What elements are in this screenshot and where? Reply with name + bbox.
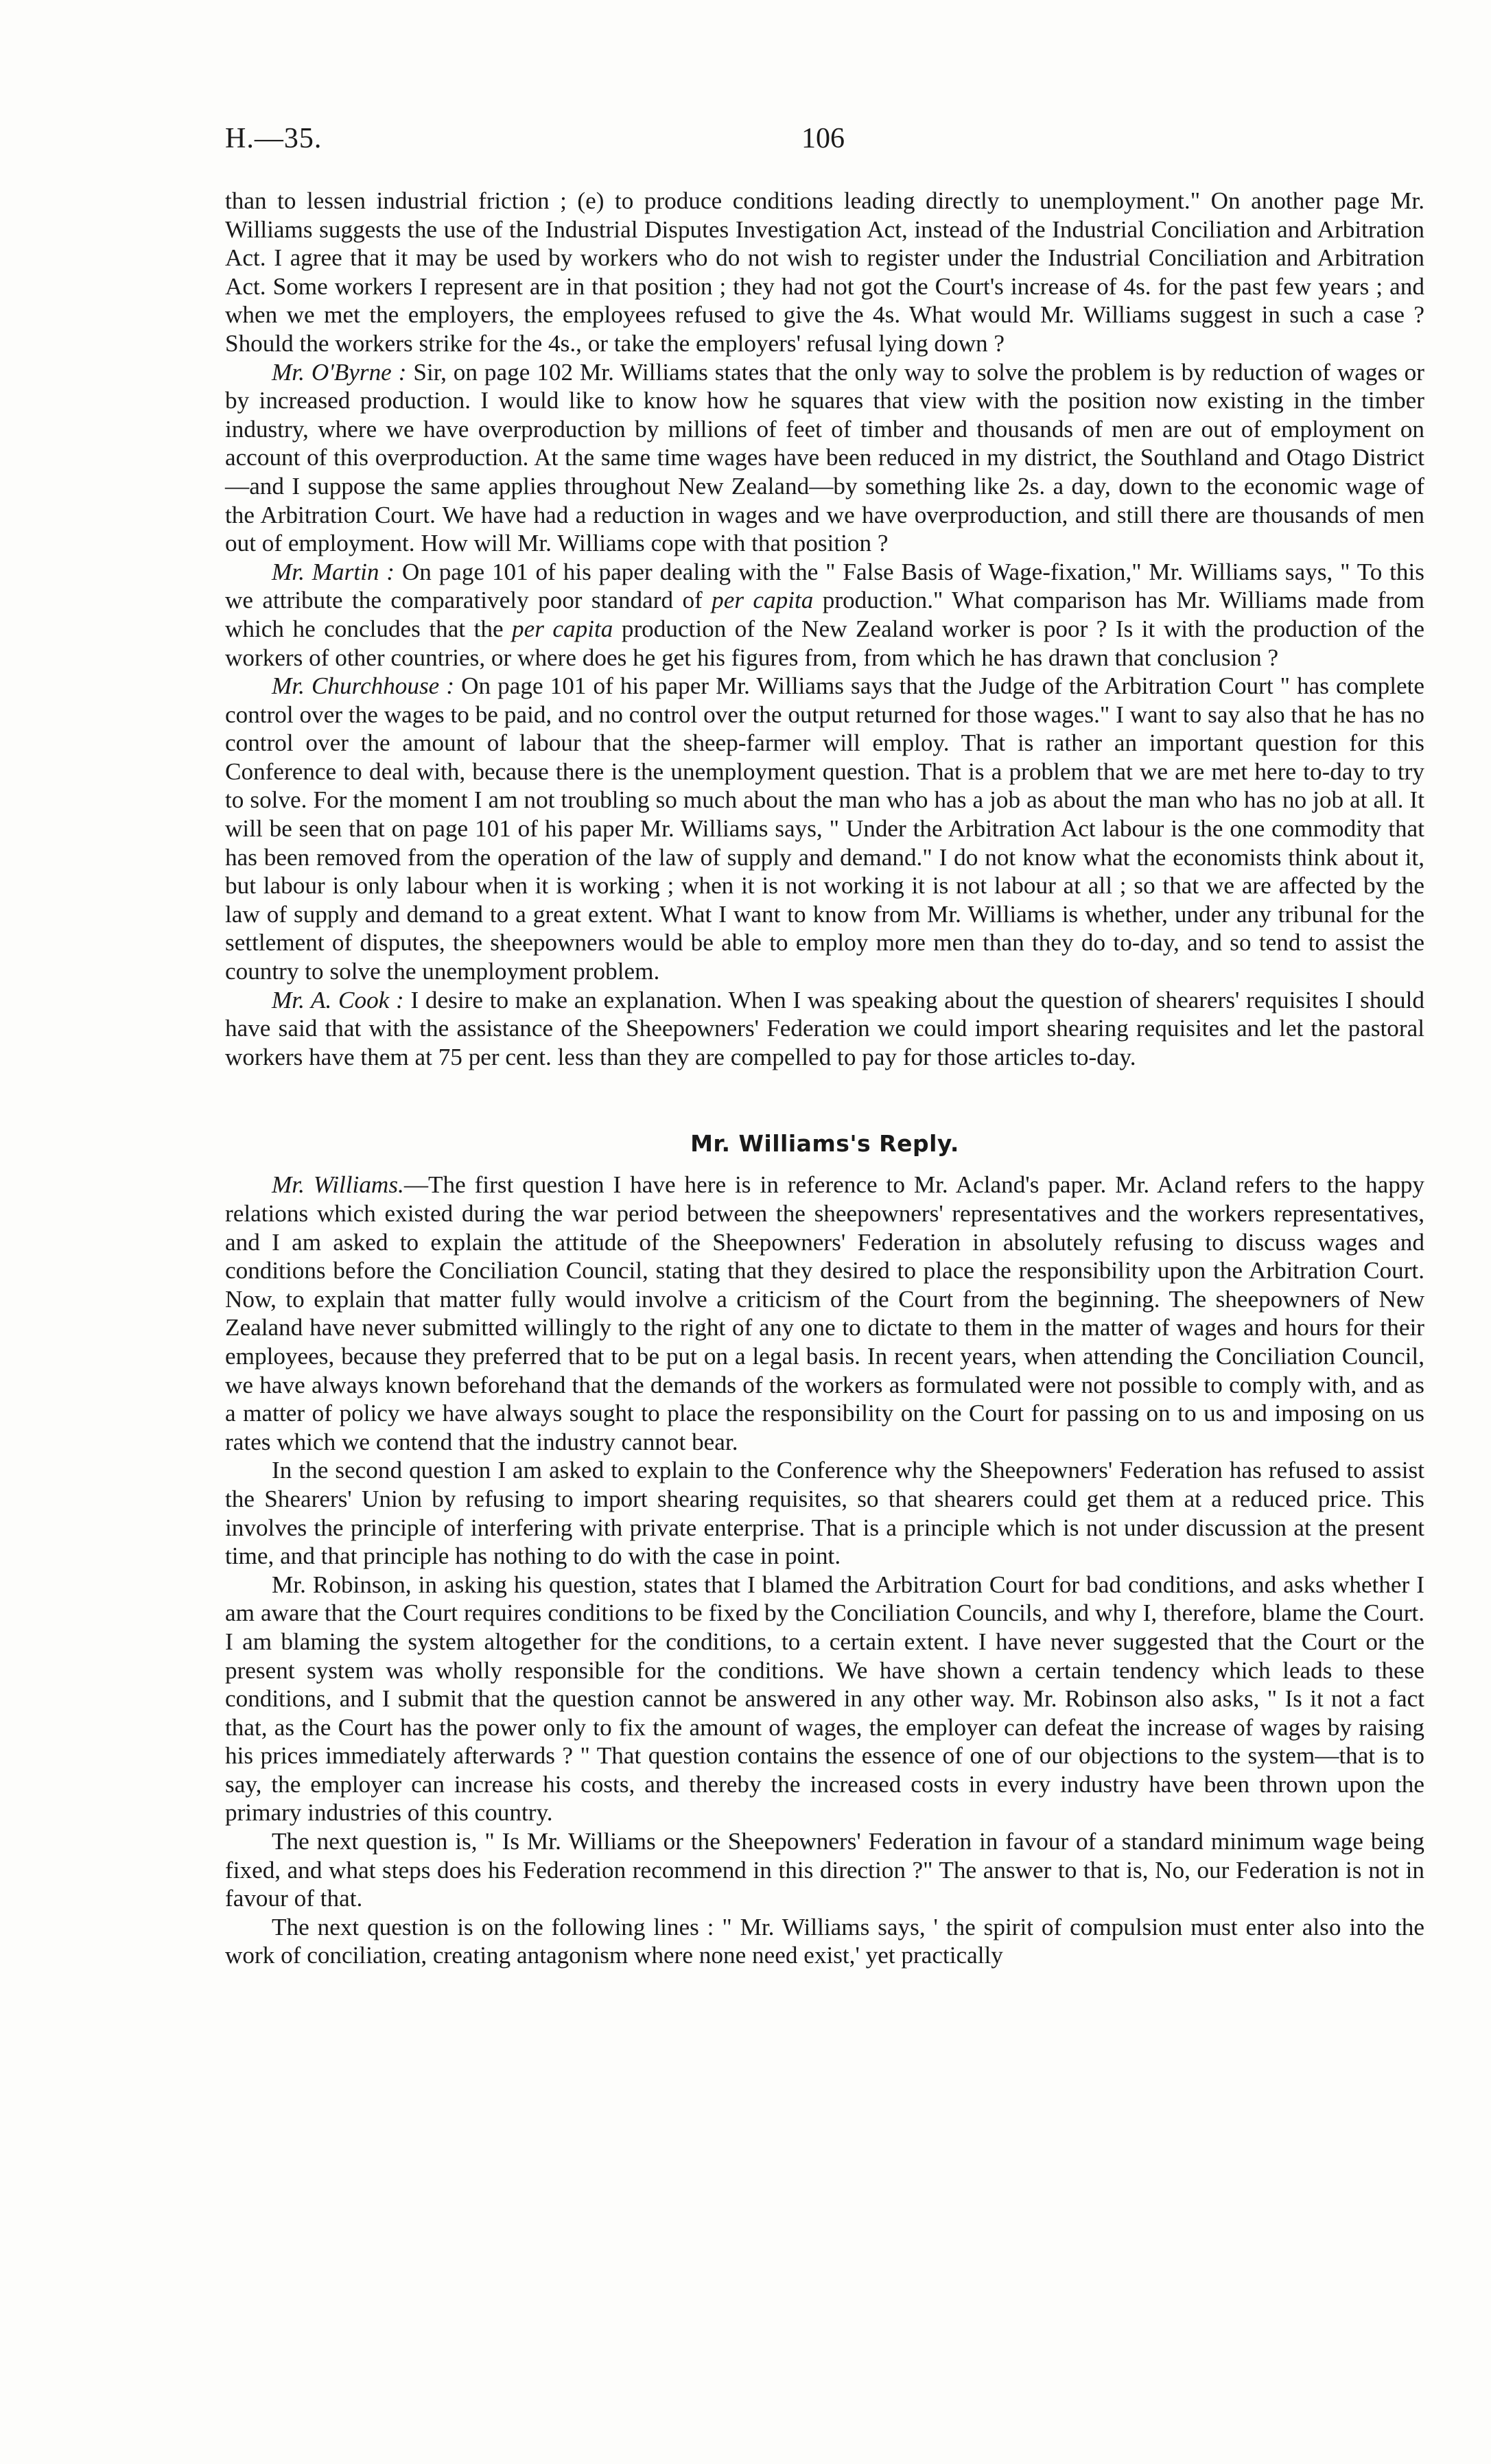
paragraph-text: In the second question I am asked to explain to the Conference why the Sheepowners' Federation has refused to assist the Shearers' Union by refusing to import shearing requisites, so that shearers could get them at a reduced price. This involves the principle of interfering with private enterprise. That is a principle which is not under discussion at the present time, and that principle has nothing to do with the case in point. xyxy=(225,1457,1424,1570)
speaker-name: Mr. O'Byrne : xyxy=(272,358,407,386)
running-head xyxy=(225,122,1419,163)
page-number: 106 xyxy=(801,123,845,154)
paragraph-text: —The first question I have here is in reference to Mr. Acland's paper. Mr. Acland refers to the happy relations which existed during the war period between the sheepowners' representatives and the workers representatives, and I am asked to explain the attitude of the Sheepowners' Federation in absolutely refusing to discuss wages and conditions before the Conciliation Council, stating that they desired to place the responsibility upon the Arbitration Court. Now, to explain that matter fully would involve a criticism of the Court from the beginning. The sheepowners of New Zealand have never submitted willingly to the right of any one to dictate to them in the matter of wages and hours for their employees, because they preferred that to be put on a legal basis. In recent years, when attending the Conciliation Council, we have always known beforehand that the demands of the workers as formulated were not possible to comply with, and as a matter of policy we have always sought to place the responsibility on the Court for passing on to us and imposing on us rates which we contend that the industry cannot bear. xyxy=(225,1171,1424,1455)
paragraph-text: than to lessen industrial friction ; (e) to produce conditions leading directly to unemployment." On another page Mr. Williams suggests the use of the Industrial Disputes Investigation Act, instead of the Industrial Conciliation and Arbitration Act. I agree that it may be used by workers who do not wish to register under the Industrial Conciliation and Arbitration Act. Some workers I represent are in that position ; they had not got the Court's increase of 4s. for the past few years ; and when we met the employers, the employees refused to give the 4s. What would Mr. Williams suggest in such a case ? Should the workers strike for the 4s., or take the employers' refusal lying down ? xyxy=(225,187,1424,357)
speaker-name: Mr. Churchhouse : xyxy=(272,672,455,700)
paragraph-text: production of the New Zealand worker is poor ? Is it with the production of the workers of other countries, or where does he get his figures from, from which he has drawn that conclusion ? xyxy=(225,615,1425,671)
italic-phrase: per capita xyxy=(512,615,613,642)
paragraph-churchhouse xyxy=(225,672,1424,986)
paragraph-text: Sir, on page 102 Mr. Williams states that the only way to solve the problem is by reduction of wages or by increased production. I would like to know how he squares that view with the position now existing in the timber industry, where we have overproduction by millions of feet of timber and thousands of men are out of employment on account of this overproduction. At the same time wages have been reduced in my district, the Southland and Otago District—and I suppose the same applies throughout New Zealand—by something like 2s. a day, down to the economic wage of the Arbitration Court. We have had a reduction in wages and we have overproduction, and still there are thousands of men out of employment. How will Mr. Williams cope with that position ? xyxy=(225,358,1424,557)
paragraph-text: On page 101 of his paper Mr. Williams says that the Judge of the Arbitration Court " has complete control over the wages to be paid, and no control over the output returned for those wages." I want to say also that he has no control over the amount of labour that the sheep-farmer will employ. That is rather an important question for this Conference to deal with, because there is the unemployment question. That is a problem that we are met here to-day to try to solve. For the moment I am not troubling so much about the man who has a job as about the man who has no job at all. It will be seen that on page 101 of his paper Mr. Williams says, " Under the Arbitration Act labour is the one commodity that has been removed from the operation of the law of supply and demand." I do not know what the economists think about it, but labour is only labour when it is working ; when it is not working it is not labour at all ; so that we are affected by the law of supply and demand to a great extent. What I want to know from Mr. Williams is whether, under any tribunal for the settlement of disputes, the sheepowners would be able to employ more men than they do to-day, and so tend to assist the country to solve the unemployment problem. xyxy=(225,672,1424,985)
italic-phrase: per capita xyxy=(712,587,814,614)
paragraph-martin xyxy=(225,558,1424,672)
paragraph-text: The next question is on the following lines : " Mr. Williams says, ' the spirit of compulsion must enter also into the work of conciliation, creating antagonism where none need exist,' yet practically xyxy=(225,1913,1424,1969)
paragraph xyxy=(225,1456,1424,1570)
paragraph xyxy=(225,1571,1424,1827)
paragraph-text: The next question is, " Is Mr. Williams or the Sheepowners' Federation in favour of a standard minimum wage being fixed, and what steps does his Federation recommend in this direction ?" The answer to that is, No, our Federation is not in favour of that. xyxy=(225,1828,1424,1912)
paragraph xyxy=(225,1913,1424,1970)
paragraph-obyrne xyxy=(225,358,1424,558)
document-code: H.—35. xyxy=(225,123,322,154)
speaker-name: Mr. A. Cook : xyxy=(272,986,404,1013)
paragraph-williams-reply xyxy=(225,1171,1424,1456)
paragraph-text: On page 101 of his paper dealing with the " False Basis of Wage-fixation," Mr. Williams says, " To this we attribute the comparatively poor standard of xyxy=(225,558,1424,614)
body-text xyxy=(225,187,1424,1970)
paragraph-cook xyxy=(225,986,1424,1072)
section-heading: Mr. Williams's Reply. xyxy=(690,1130,959,1158)
paragraph-text: production." What comparison has Mr. Williams made from which he concludes that the xyxy=(225,587,1424,642)
speaker-name: Mr. Martin : xyxy=(272,558,395,585)
paragraph xyxy=(225,187,1424,358)
paragraph-text: I desire to make an explanation. When I was speaking about the question of shearers' requisites I should have said that with the assistance of the Sheepowners' Federation we could import shearing requisites and let the pastoral workers have them at 75 per cent. less than they are compelled to pay for those articles to-day. xyxy=(225,986,1424,1070)
speaker-name: Mr. Williams. xyxy=(272,1171,404,1199)
paragraph-text: Mr. Robinson, in asking his question, states that I blamed the Arbitration Court for bad conditions, and asks whether I am aware that the Court requires conditions to be fixed by the Conciliation Councils, and why I, therefore, blame the Court. I am blaming the system altogether for the conditions, to a certain extent. I have never suggested that the Court or the present system was wholly responsible for the conditions. We have shown a certain tendency which leads to these conditions, and I submit that the question cannot be answered in any other way. Mr. Robinson also asks, " Is it not a fact that, as the Court has the power only to fix the amount of wages, the employer can defeat the increase of wages by raising his prices immediately afterwards ? " That question contains the essence of one of our objections to the system—that is to say, the employer can increase his costs, and thereby the increased costs in every industry have been thrown upon the primary industries of this country. xyxy=(225,1571,1424,1827)
paragraph xyxy=(225,1827,1424,1913)
